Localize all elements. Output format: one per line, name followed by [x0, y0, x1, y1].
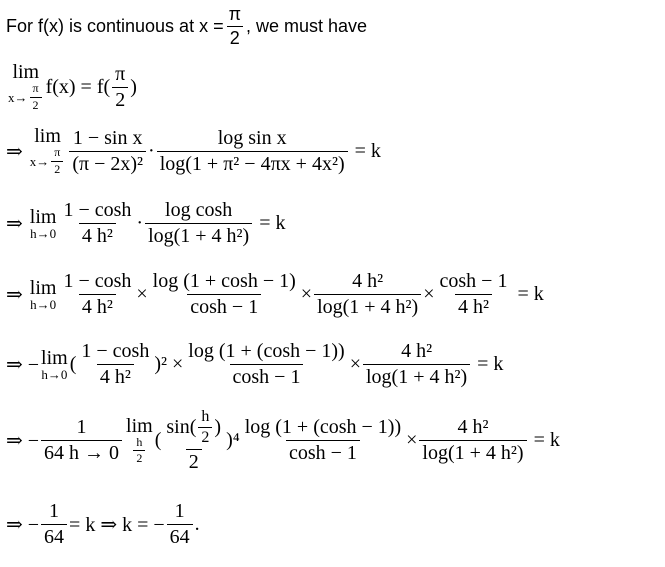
- fraction-numerator: 1: [174, 500, 185, 522]
- equation-line-7: [6, 500, 200, 549]
- fraction-denominator: 2: [51, 161, 63, 177]
- fraction-numerator: log (1 + (cosh − 1)): [188, 340, 345, 362]
- fraction-denominator: 2: [112, 87, 128, 112]
- limit-subscript: [30, 146, 66, 177]
- limit-subscript: h→0: [41, 367, 68, 382]
- fraction-numerator: 1 − cosh: [81, 340, 150, 362]
- fraction: [41, 500, 67, 549]
- fraction-denominator: 64: [167, 524, 193, 549]
- sin-close: ): [214, 416, 222, 439]
- pi-over-2-fraction: [112, 63, 128, 112]
- fraction-numerator: log (1 + cosh − 1): [152, 270, 296, 292]
- intro-suffix: , we must have: [246, 15, 368, 36]
- implies-minus: ⇒ −: [6, 514, 40, 536]
- equals-k: = k: [477, 353, 504, 375]
- limit-word: lim: [41, 347, 68, 369]
- limit-word: lim: [12, 61, 40, 83]
- fraction-denominator: 2: [133, 450, 145, 466]
- fraction-denominator: 4 h²: [455, 294, 492, 319]
- fraction-denominator: cosh − 1: [286, 440, 360, 465]
- fraction: [60, 199, 134, 248]
- times-operator: ×: [349, 353, 361, 375]
- implies-arrow: ⇒: [6, 284, 23, 306]
- sine-fraction: [163, 408, 224, 474]
- fraction-denominator: cosh − 1: [187, 294, 261, 319]
- fraction-denominator: 2: [186, 449, 202, 474]
- limit-subscript-fraction: [30, 82, 42, 113]
- fraction-denominator: 64 h → 0: [41, 440, 122, 465]
- fraction-numerator: 1 − sin x: [72, 126, 143, 149]
- fraction-denominator: log(1 + 4 h²): [145, 223, 252, 248]
- limit-word: lim: [29, 277, 57, 299]
- fraction-denominator: log(1 + π² − 4πx + 4x²): [157, 151, 348, 176]
- equals-k: = k: [259, 212, 286, 234]
- fraction: [78, 340, 152, 389]
- implies-arrow: ⇒: [6, 213, 23, 235]
- times-operator: ×: [406, 429, 418, 452]
- close-paren: ): [130, 75, 137, 98]
- fraction-denominator: cosh − 1: [230, 364, 304, 389]
- fraction-numerator: [163, 408, 224, 449]
- fraction-numerator: log sin x: [217, 126, 287, 149]
- fraction: [437, 270, 511, 319]
- fraction-numerator: π: [54, 145, 61, 159]
- fraction: [60, 270, 134, 319]
- intro-line: [6, 4, 367, 48]
- fraction-numerator: π: [32, 81, 39, 95]
- times-operator: ×: [423, 283, 435, 305]
- equation-line-6: [6, 408, 560, 474]
- limit-operator: [41, 348, 68, 381]
- limit-subscript: [8, 82, 44, 113]
- fraction-denominator: 4 h²: [79, 294, 116, 319]
- equation-line-2: [6, 126, 381, 177]
- fraction-numerator: π: [228, 4, 242, 24]
- limit-operator: [30, 207, 57, 240]
- open-paren: (: [69, 353, 77, 375]
- open-paren: (: [154, 429, 162, 452]
- h-over-2-fraction: [198, 408, 212, 448]
- fraction-numerator: 1 − cosh: [63, 199, 132, 221]
- limit-operator: [8, 62, 44, 113]
- fraction-numerator: log (1 + (cosh − 1)): [244, 416, 402, 439]
- limit-subscript-fraction: [51, 146, 63, 177]
- fraction-denominator: 4 h²: [97, 364, 134, 389]
- function-expression: f(x) = f(: [45, 75, 111, 98]
- equals-k: = k: [533, 429, 560, 452]
- fraction-numerator: h: [136, 434, 143, 449]
- dot-operator: ·: [148, 139, 155, 162]
- equation-line-3: [6, 199, 286, 248]
- pi-over-2-fraction: [226, 4, 244, 48]
- implies-minus: ⇒ −: [6, 430, 40, 453]
- fraction: [185, 340, 347, 389]
- squared-times: )² ×: [154, 353, 184, 375]
- times-operator: ×: [136, 283, 148, 305]
- implies-arrow: ⇒: [6, 140, 23, 163]
- equation-line-5: [6, 340, 503, 389]
- limit-subscript-variable: x→: [8, 89, 28, 105]
- fraction-numerator: 4 h²: [401, 340, 433, 362]
- fraction: [167, 500, 193, 549]
- limit-operator: [126, 416, 153, 467]
- fraction-numerator: h: [201, 408, 210, 425]
- dot-operator: ·: [136, 212, 144, 234]
- equals-k: = k: [517, 283, 544, 305]
- fraction-denominator: log(1 + 4 h²): [419, 440, 526, 465]
- implies-minus: ⇒ −: [6, 354, 40, 376]
- fraction-numerator: 1 − cosh: [63, 270, 132, 292]
- fraction-numerator: 4 h²: [457, 416, 489, 439]
- limit-subscript: h→0: [30, 226, 57, 241]
- fraction-denominator: 2: [198, 427, 212, 447]
- fraction: [419, 416, 526, 465]
- fraction-numerator: 1: [49, 500, 60, 522]
- fraction-numerator: log cosh: [165, 199, 233, 221]
- fraction: [242, 416, 404, 465]
- limit-word: lim: [29, 206, 57, 228]
- limit-subscript-fraction: [133, 436, 145, 467]
- fraction-numerator: 4 h²: [352, 270, 384, 292]
- intro-prefix: For f(x) is continuous at x =: [6, 15, 224, 36]
- fraction-numerator: π: [115, 62, 126, 85]
- fraction-denominator: (π − 2x)²: [69, 151, 146, 176]
- equation-line-1: [6, 62, 137, 113]
- conclusion-text: = k ⇒ k = −: [69, 514, 165, 536]
- fraction-denominator: 64: [41, 524, 67, 549]
- fraction-denominator: 2: [227, 26, 243, 49]
- sin-open: sin(: [166, 416, 197, 439]
- limit-word: lim: [34, 125, 61, 147]
- limit-operator: [30, 278, 57, 311]
- fraction: [363, 340, 470, 389]
- fraction-numerator: cosh − 1: [439, 270, 508, 292]
- limit-subscript-variable: x→: [29, 153, 50, 169]
- fraction: [314, 270, 421, 319]
- fraction: [69, 127, 146, 176]
- limit-subscript: h→0: [30, 297, 57, 312]
- fraction: [150, 270, 299, 319]
- period: .: [194, 513, 200, 535]
- limit-operator: [30, 126, 66, 177]
- equation-line-4: [6, 270, 544, 319]
- fraction-denominator: 4 h²: [79, 223, 116, 248]
- fraction-numerator: 1: [76, 416, 87, 439]
- fraction: [145, 199, 252, 248]
- fraction-denominator: log(1 + 4 h²): [314, 294, 421, 319]
- limit-word: lim: [126, 414, 153, 437]
- times-operator: ×: [300, 283, 313, 305]
- fraction-denominator: 2: [30, 97, 42, 113]
- fraction-denominator: log(1 + 4 h²): [363, 364, 470, 389]
- equals-k: = k: [354, 139, 381, 162]
- fraction: [41, 416, 122, 465]
- fourth-power-close: )⁴: [226, 429, 240, 452]
- fraction: [157, 127, 348, 176]
